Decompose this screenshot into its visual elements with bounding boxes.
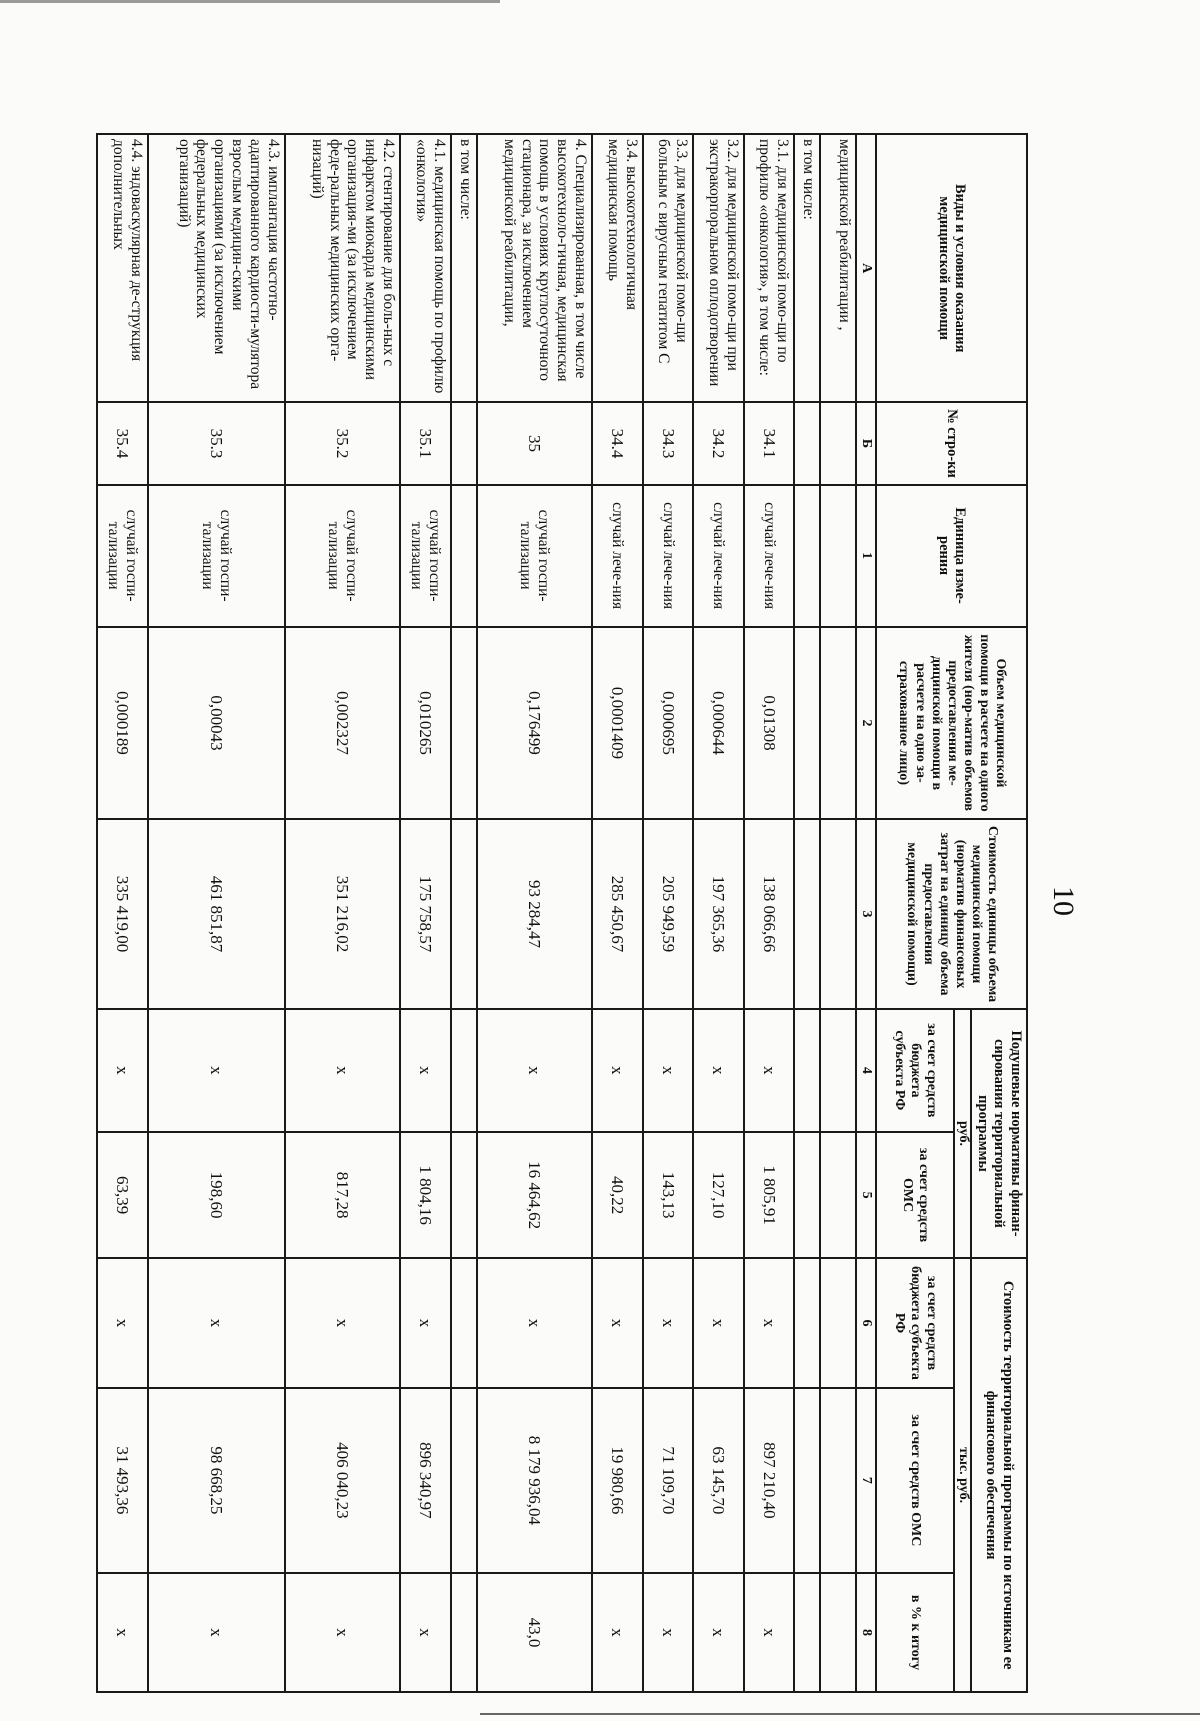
row-budget-total: х: [744, 1258, 795, 1387]
column-index-row: [856, 134, 876, 1692]
header-per-capita-unit: руб.: [954, 1009, 971, 1258]
row-percent: 43,0: [477, 1573, 592, 1692]
row-cost: 197 365,36: [693, 819, 744, 1008]
row-percent: х: [285, 1573, 400, 1692]
table-row: [148, 134, 285, 1692]
row-line: 35.2: [285, 402, 400, 484]
table-row: [643, 134, 694, 1692]
index-cell: 4: [856, 1009, 876, 1132]
row-percent: х: [400, 1573, 451, 1692]
header-program-cost: Стоимость территориальной программы по источникам ее финансового обеспечения: [971, 1258, 1027, 1692]
row-budget-norm: х: [592, 1009, 643, 1132]
row-unit: случай госпи-тализации: [148, 485, 285, 627]
header-percent: в % к итогу: [876, 1573, 954, 1692]
scan-edge-bottom: [480, 1713, 1200, 1715]
row-line: 34.3: [643, 402, 694, 484]
row-volume: 0,0001409: [592, 627, 643, 820]
index-cell: 6: [856, 1258, 876, 1387]
row-budget-total: х: [693, 1258, 744, 1387]
row-percent: х: [97, 1573, 148, 1692]
row-line: 34.2: [693, 402, 744, 484]
row-percent: х: [744, 1573, 795, 1692]
row-unit: случай лече-ния: [744, 485, 795, 627]
row-budget-norm: х: [400, 1009, 451, 1132]
row-oms-total: 31 493,36: [97, 1388, 148, 1573]
table-row: [592, 134, 643, 1692]
row-percent: х: [643, 1573, 694, 1692]
row-unit: случай госпи-тализации: [97, 485, 148, 627]
table-row: [451, 134, 477, 1692]
header-cost-budget: за счет средств бюджета субъекта РФ: [876, 1258, 954, 1387]
row-volume: 0,01308: [744, 627, 795, 820]
row-name: 3.4. высокотехнологичная медицинская помощь: [592, 134, 643, 402]
row-budget-total: х: [400, 1258, 451, 1387]
row-line: 35: [477, 402, 592, 484]
header-line-number: № стро-ки: [876, 402, 1027, 484]
row-oms-norm: 1 805,91: [744, 1132, 795, 1258]
page-number: 10: [1047, 886, 1080, 916]
index-cell: 1: [856, 485, 876, 627]
row-cost: 138 066,66: [744, 819, 795, 1008]
row-oms-norm: 1 804,16: [400, 1132, 451, 1258]
row-name: 4.4. эндоваскулярная де-струкция дополнительных: [97, 134, 148, 402]
index-cell: 7: [856, 1388, 876, 1573]
row-name: 3.1. для медицинской помо-щи по профилю «онкология», в том числе:: [744, 134, 795, 402]
index-cell: Б: [856, 402, 876, 484]
row-name: в том числе:: [451, 134, 477, 402]
row-oms-total: 71 109,70: [643, 1388, 694, 1573]
table-row: [794, 134, 820, 1692]
row-budget-norm: х: [285, 1009, 400, 1132]
row-oms-total: 896 340,97: [400, 1388, 451, 1573]
row-oms-norm: 143,13: [643, 1132, 694, 1258]
row-percent: х: [693, 1573, 744, 1692]
row-line: 35.4: [97, 402, 148, 484]
row-name: 4. Специализированная, в том числе высокотехноло-гичная, медицинская помощь в условиях круглосуточного стационара, за исключением медицинской реабилитации,: [477, 134, 592, 402]
row-oms-norm: 63,39: [97, 1132, 148, 1258]
row-oms-total: 897 210,40: [744, 1388, 795, 1573]
header-unit-cost: Стоимость единицы объема медицинской помощи (норматив финансовых затрат на единицу объема предоставления медицинской помощи): [876, 819, 1027, 1008]
row-budget-total: х: [592, 1258, 643, 1387]
row-cost: 205 949,59: [643, 819, 694, 1008]
row-unit: случай госпи-тализации: [285, 485, 400, 627]
row-percent: х: [592, 1573, 643, 1692]
row-unit: случай госпи-тализации: [400, 485, 451, 627]
table-row: [285, 134, 400, 1692]
row-line: 35.3: [148, 402, 285, 484]
row-oms-norm: 817,28: [285, 1132, 400, 1258]
row-budget-norm: х: [643, 1009, 694, 1132]
row-oms-total: 406 040,23: [285, 1388, 400, 1573]
row-budget-total: х: [97, 1258, 148, 1387]
row-name: 3.3. для медицинской помо-щи больным с вирусным гепатитом С: [643, 134, 694, 402]
row-oms-total: 19 980,66: [592, 1388, 643, 1573]
row-volume: 0,010265: [400, 627, 451, 820]
row-cost: 285 450,67: [592, 819, 643, 1008]
row-oms-total: 98 668,25: [148, 1388, 285, 1573]
row-cost: 335 419,00: [97, 819, 148, 1008]
row-unit: случай лече-ния: [693, 485, 744, 627]
row-budget-total: х: [477, 1258, 592, 1387]
index-cell: А: [856, 134, 876, 402]
header-cost-oms: за счет средств ОМС: [876, 1388, 954, 1573]
row-name: медицинской реабилитации ,: [820, 134, 856, 402]
row-oms-norm: 16 464,62: [477, 1132, 592, 1258]
row-name: 3.2. для медицинской помо-щи при экстракорпоральном оплодотворении: [693, 134, 744, 402]
row-oms-norm: 198,60: [148, 1132, 285, 1258]
table-row: [744, 134, 795, 1692]
row-budget-norm: х: [477, 1009, 592, 1132]
row-volume: 0,002327: [285, 627, 400, 820]
row-volume: 0,00043: [148, 627, 285, 820]
row-line: 34.1: [744, 402, 795, 484]
row-cost: 175 758,57: [400, 819, 451, 1008]
row-line: 34.4: [592, 402, 643, 484]
row-volume: 0,000189: [97, 627, 148, 820]
row-budget-total: х: [643, 1258, 694, 1387]
row-cost: 351 216,02: [285, 819, 400, 1008]
header-unit: Единица изме-рения: [876, 485, 1027, 627]
row-budget-norm: х: [693, 1009, 744, 1132]
row-unit: случай лече-ния: [643, 485, 694, 627]
row-name: 4.2. стентирование для боль-ных с инфарктом миокарда медицинскими организация-ми (за исключением феде-ральных медицинских орга-низаций): [285, 134, 400, 402]
header-care-types: Виды и условия оказания медицинской помощи: [876, 134, 1027, 402]
row-volume: 0,000644: [693, 627, 744, 820]
header-volume: Объем медицинской помощи в расчете на одного жителя (нор-матив объемов предоставления ме-дицинской помощи в расчете на одно за-страхованное лицо): [876, 627, 1027, 820]
row-budget-total: х: [285, 1258, 400, 1387]
medical-care-cost-table: [96, 133, 1028, 1693]
row-budget-norm: х: [97, 1009, 148, 1132]
row-name: 4.3. имплантация частотно-адаптированного кардиости-мулятора взрослым медицин-скими организациями (за исключением федеральных медицинских организаций): [148, 134, 285, 402]
scan-edge-top: [0, 0, 500, 3]
row-oms-total: 63 145,70: [693, 1388, 744, 1573]
index-cell: 2: [856, 627, 876, 820]
row-name: 4.1. медицинская помощь по профилю «онкология»: [400, 134, 451, 402]
row-budget-norm: х: [148, 1009, 285, 1132]
row-volume: 0,000695: [643, 627, 694, 820]
row-percent: х: [148, 1573, 285, 1692]
row-unit: случай госпи-тализации: [477, 485, 592, 627]
row-line: 35.1: [400, 402, 451, 484]
table-row: [400, 134, 451, 1692]
row-oms-norm: 40,22: [592, 1132, 643, 1258]
row-name: в том числе:: [794, 134, 820, 402]
row-budget-total: х: [148, 1258, 285, 1387]
row-oms-total: 8 179 936,04: [477, 1388, 592, 1573]
table-row: [97, 134, 148, 1692]
header-per-capita-norms: Подушевые нормативы финан-сирования территориальной программы: [971, 1009, 1027, 1258]
row-cost: 93 284,47: [477, 819, 592, 1008]
table-row: [693, 134, 744, 1692]
index-cell: 8: [856, 1573, 876, 1692]
row-cost: 461 851,87: [148, 819, 285, 1008]
table-row: [820, 134, 856, 1692]
row-volume: 0,176499: [477, 627, 592, 820]
index-cell: 3: [856, 819, 876, 1008]
row-budget-norm: х: [744, 1009, 795, 1132]
header-program-cost-unit: тыс. руб.: [954, 1258, 971, 1692]
table-container: [96, 133, 1028, 1693]
row-oms-norm: 127,10: [693, 1132, 744, 1258]
table-row: [477, 134, 592, 1692]
header-norm-oms: за счет средств ОМС: [876, 1132, 954, 1258]
header-norm-budget: за счет средств бюджета субъекта РФ: [876, 1009, 954, 1132]
row-unit: случай лече-ния: [592, 485, 643, 627]
index-cell: 5: [856, 1132, 876, 1258]
